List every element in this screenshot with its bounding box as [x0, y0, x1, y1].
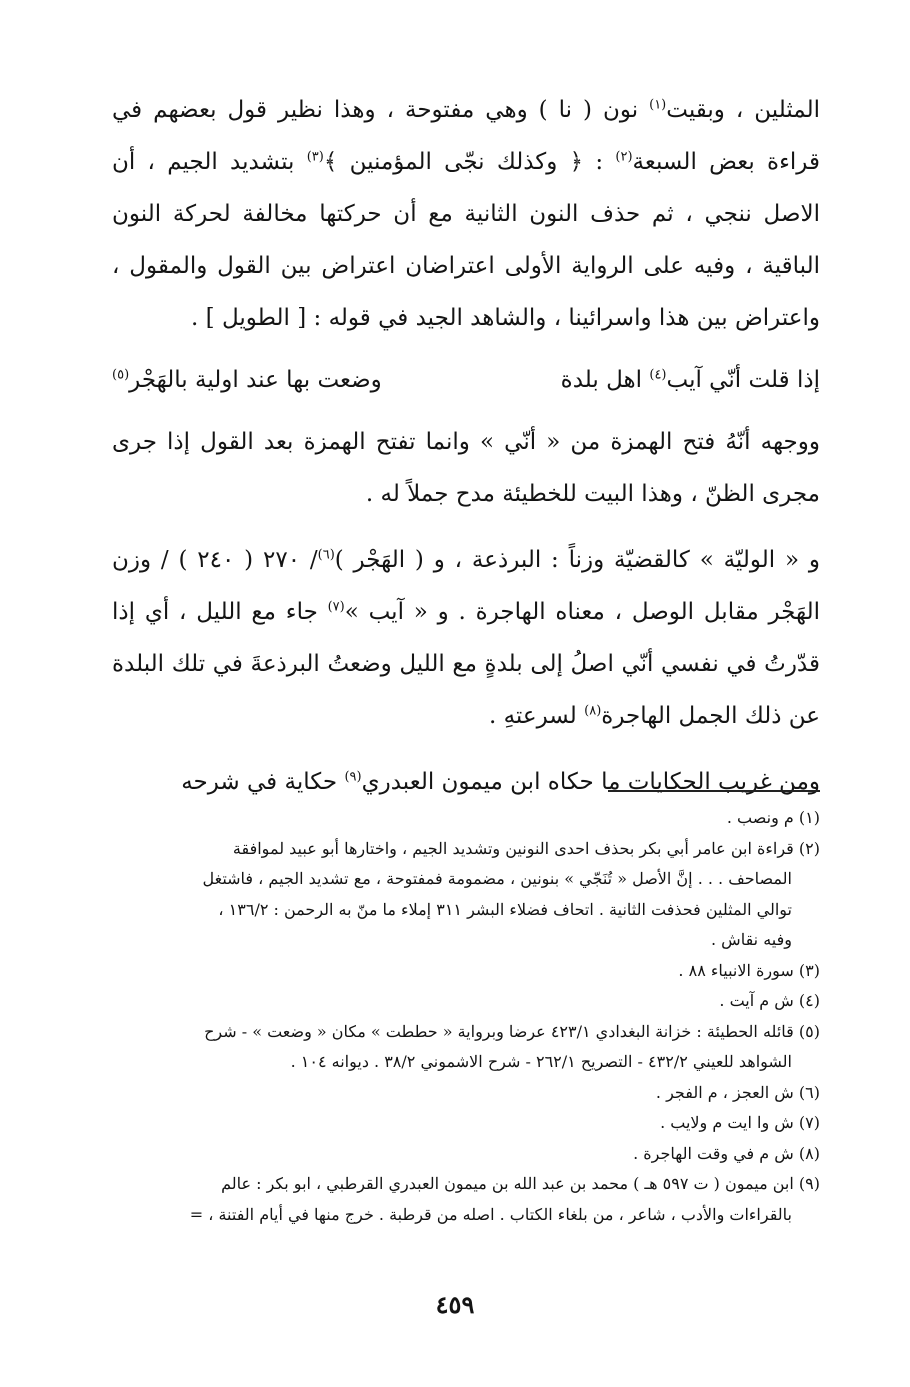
- footnote-text: ش م آيت .: [719, 991, 794, 1010]
- footnote-ref: (٥): [112, 367, 130, 383]
- footnote-text: الشواهد للعيني ٤٣٢/٢ - التصريح ٢٦٢/١ - شرح الاشموني ٣٨/٢ . ديوانه ١٠٤ .: [290, 1052, 792, 1071]
- footnote-text: ش العجز ، م الفجر .: [655, 1082, 794, 1102]
- footnote-text: م ونصب .: [726, 808, 794, 827]
- footnote: [112, 803, 820, 834]
- footnote-ref: (٧): [327, 599, 345, 615]
- footnote-continuation: [112, 1047, 820, 1078]
- footnote-ref: (٨): [584, 703, 602, 719]
- footnote-number: (٨): [798, 1143, 820, 1163]
- footnote-ref: (٤): [649, 367, 667, 383]
- verse-first-hemistich: إذا قلت أنّي آيب$^{(٤)}$ اهل بلدة: [560, 367, 820, 393]
- footnote-continuation: [112, 925, 820, 956]
- footnote: [112, 834, 820, 865]
- footnote-number: (٤): [798, 991, 820, 1010]
- footnote-text: المصاحف . . . إنَّ الأصل « تُنَجّي » بنونين ، مضمومة فمفتوحة ، مع تشديد الجيم ، فاشتغل: [202, 869, 792, 888]
- footnote-text: سورة الانبياء ٨٨ .: [678, 960, 794, 980]
- footnote-text: وفيه نقاش .: [711, 930, 792, 949]
- paragraph-4: ومن غريب الحكايات ما حكاه ابن ميمون العبدري$^{(٩)}$ حكاية في شرحه: [181, 769, 820, 795]
- footnote: [112, 956, 820, 987]
- footnote-continuation: [112, 895, 820, 926]
- footnote-ref: (٩): [344, 769, 362, 785]
- footnote-number: (٢): [798, 838, 820, 858]
- footnote: [112, 1169, 820, 1200]
- text-run: بتشديد الجيم ، أن الاصل ننجي ، ثم حذف النون الثانية مع أن حركتها مخالفة لحركة النون الباقية ، وفيه على الرواية الأولى اعتراضان اعتراض بين القول والمقول ، واعتراض بين هذا واسرائينا ، والشاهد الجيد في قوله : [ الطويل ] .: [112, 149, 820, 331]
- paragraph-3: و « الوليّة » كالقضيّة وزناً : البرذعة ، و ( الهَجْر )$^{(٦)}$/ ٢٧٠ ( ٢٤٠ ) / وزن الهَجْر مقابل الوصل ، معناه الهاجرة . و « آيب »$^{(٧)}$ جاء مع الليل ، أي إذا قدّرتُ في نفسي أنّي اصلُ إلى بلدةٍ مع الليل وضعتُ البرذعةَ في تلك البلدة عن ذلك الجمل الهاجرة$^{(٨)}$ لسرعتهِ .: [112, 547, 820, 729]
- footnote-continuation: [112, 1200, 820, 1231]
- footnote-continuation: [112, 864, 820, 895]
- footnote-text: ابن ميمون ( ت ٥٩٧ هـ ) محمد بن عبد الله بن ميمون العبدري القرطبي ، ابو بكر : عالم: [221, 1174, 794, 1193]
- footnote-ref: (٦): [317, 547, 335, 563]
- footnote-number: (٣): [798, 960, 820, 980]
- text-run: المثلين ، وبقيت: [666, 97, 820, 123]
- footnote: [112, 1108, 820, 1139]
- paragraph-2: ووجهه أنّهُ فتح الهمزة من « أنّي » وانما تفتح الهمزة بعد القول إذا جرى مجرى الظنّ ، وهذا البيت للخطيئة مدح جملاً له .: [112, 429, 820, 507]
- paragraph-1: [112, 84, 820, 344]
- main-text: [112, 84, 820, 808]
- footnote-number: (٩): [798, 1174, 820, 1193]
- footnote-text: ش م في وقت الهاجرة .: [633, 1143, 794, 1163]
- footnote-number: (٥): [798, 1021, 820, 1041]
- page-number: ٤٥٩: [435, 1290, 475, 1319]
- footnotes: [112, 803, 820, 1230]
- text-run: نون ( نا ) وهي مفتوحة ، وهذا نظير قول بعضهم في قراءة بعض السبعة: [112, 97, 820, 175]
- footnote: [112, 1139, 820, 1170]
- footnote-text: قائله الحطيئة : خزانة البغدادي ٤٢٣/١ عرضا وبرواية « حططت » مكان « وضعت » - شرح: [204, 1021, 794, 1041]
- footnote-text: توالي المثلين فحذفت الثانية . اتحاف فضلاء البشر ٣١١ إملاء ما منّ به الرحمن : ١٣٦/٢ ،: [218, 899, 792, 919]
- verse-second-hemistich: وضعت بها عند اولية بالهَجْر$^{(٥)}$: [112, 367, 382, 393]
- footnote-text: بالقراءات والأدب ، شاعر ، من بلغاء الكتاب . اصله من قرطبة . خرج منها في أيام الفتنة ، =: [189, 1204, 792, 1224]
- poetry-verse: [112, 354, 820, 406]
- footnote-separator: [608, 790, 820, 792]
- footnote-ref: (٣): [306, 149, 324, 165]
- footnote-number: (٧): [798, 1113, 820, 1132]
- text-run: : ﴿ وكذلك نجّى المؤمنين ﴾: [323, 149, 616, 175]
- footnote-text: ش وا ايت م ولايب .: [660, 1113, 794, 1132]
- footnote: [112, 986, 820, 1017]
- footnote: [112, 1017, 820, 1048]
- footnote-text: قراءة ابن عامر أبي بكر بحذف احدى النونين وتشديد الجيم ، واختارها أبو عبيد لموافقة: [232, 838, 794, 858]
- footnote-number: (١): [798, 808, 820, 827]
- footnote-ref: (١): [649, 97, 667, 113]
- footnote-ref: (٢): [615, 149, 633, 165]
- footnote: [112, 1078, 820, 1109]
- footnote-number: (٦): [798, 1082, 820, 1102]
